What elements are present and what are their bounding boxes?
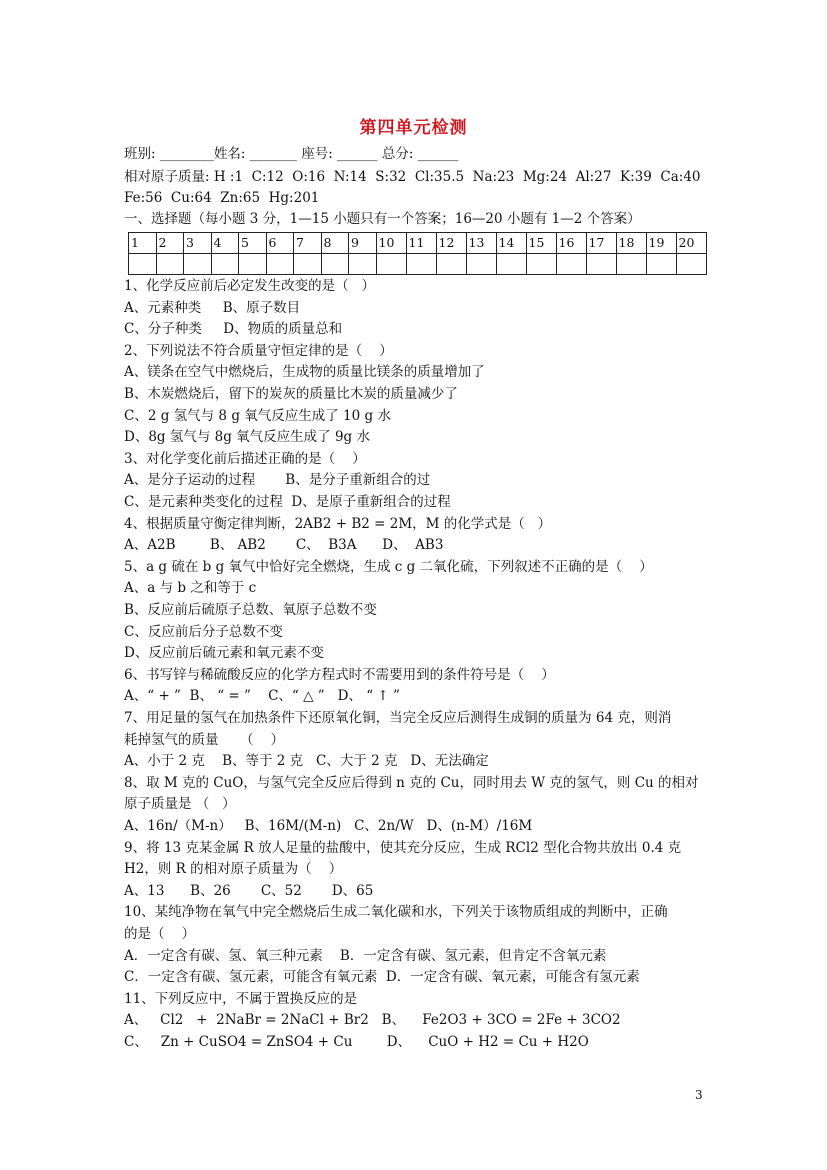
answer-blank-cell[interactable] bbox=[526, 254, 556, 275]
question-line: 4、根据质量守衡定律判断，2AB2 + B2 = 2M，M 的化学式是（ ） bbox=[124, 515, 552, 532]
question-line: A、 Cl2 + 2NaBr = 2NaCl + Br2 B、 Fe2O3 + 3CO = 2Fe + 3CO2 bbox=[124, 1012, 621, 1029]
atomic-mass-line-1: 相对原子质量: H :1 C:12 O:16 N:14 S:32 Cl:35.5 Na:23 Mg:24 Al:27 K:39 Ca:40 bbox=[124, 169, 701, 185]
question-line: 5、a g 硫在 b g 氧气中恰好完全燃烧，生成 c g 二氧化硫，下列叙述不正确的是（ ） bbox=[124, 558, 653, 575]
question-line: 1、化学反应前后必定发生改变的是（ ） bbox=[124, 278, 375, 294]
question-line: A、16n/（M-n） B、16M/(M-n) C、2n/W D、(n-M）/16M bbox=[124, 818, 533, 834]
answer-blank-cell[interactable] bbox=[466, 254, 496, 275]
question-line: D、反应前后硫元素和氧元素不变 bbox=[124, 645, 324, 662]
student-info-line: 班别: ________姓名: _______ 座号: ______ 总分: ______ bbox=[124, 146, 459, 162]
question-line: C、2 g 氢气与 8 g 氧气反应生成了 10 g 水 bbox=[124, 407, 391, 424]
question-line: A、a 与 b 之和等于 c bbox=[124, 580, 257, 597]
question-line: A、是分子运动的过程 B、是分子重新组合的过 bbox=[124, 472, 431, 489]
question-line: C、是元素种类变化的过程 D、是原子重新组合的过程 bbox=[124, 494, 451, 510]
question-line: D、8g 氢气与 8g 氧气反应生成了 9g 水 bbox=[124, 429, 370, 446]
answer-blank-cell[interactable] bbox=[294, 254, 322, 275]
answer-number-cell: 1 bbox=[129, 233, 157, 254]
answer-blank-cell[interactable] bbox=[239, 254, 267, 275]
question-line: 原子质量是 （ ） bbox=[124, 796, 236, 813]
answer-blank-cell[interactable] bbox=[211, 254, 239, 275]
question-line: 3、对化学变化前后描述正确的是（ ） bbox=[124, 450, 366, 467]
answer-number-cell: 17 bbox=[586, 233, 616, 254]
answer-blank-cell[interactable] bbox=[266, 254, 294, 275]
question-line: 11、下列反应中，不属于置换反应的是 bbox=[124, 990, 358, 1007]
answer-number-cell: 8 bbox=[321, 233, 349, 254]
question-line: C、 Zn + CuSO4 = ZnSO4 + Cu D、 CuO + H2 = Cu + H2O bbox=[124, 1034, 589, 1050]
answer-blank-cell[interactable] bbox=[586, 254, 616, 275]
answer-blank-cell[interactable] bbox=[156, 254, 184, 275]
question-line: C．一定含有碳、氢元素，可能含有氧元素 D．一定含有碳、氧元素，可能含有氢元素 bbox=[124, 969, 640, 986]
answer-number-cell: 10 bbox=[376, 233, 406, 254]
answer-number-cell: 19 bbox=[646, 233, 676, 254]
question-line: 的是（ ） bbox=[124, 926, 196, 942]
question-line: A、A2B B、 AB2 C、 B3A D、 AB3 bbox=[124, 537, 444, 554]
answer-number-cell: 12 bbox=[436, 233, 466, 254]
answer-number-cell: 7 bbox=[294, 233, 322, 254]
answer-number-cell: 18 bbox=[616, 233, 646, 254]
atomic-mass-line-2: Fe:56 Cu:64 Zn:65 Hg:201 bbox=[124, 190, 320, 206]
question-line: C、反应前后分子总数不变 bbox=[124, 623, 283, 640]
answer-blank-cell[interactable] bbox=[646, 254, 676, 275]
question-line: 8、取 M 克的 CuO，与氢气完全反应后得到 n 克的 Cu，同时用去 W 克的氢气，则 Cu 的相对 bbox=[124, 774, 699, 791]
answer-number-cell: 15 bbox=[526, 233, 556, 254]
question-line: A、小于 2 克 B、等于 2 克 C、大于 2 克 D、无法确定 bbox=[124, 753, 489, 770]
answer-blank-cell[interactable] bbox=[376, 254, 406, 275]
answer-number-cell: 13 bbox=[466, 233, 496, 254]
answer-blank-cell[interactable] bbox=[321, 254, 349, 275]
question-line: A、13 B、26 C、52 D、65 bbox=[124, 882, 374, 899]
answer-number-cell: 4 bbox=[211, 233, 239, 254]
question-line: 耗掉氢气的质量 （ ） bbox=[124, 731, 285, 748]
question-line: A、“ + ” B、 “ = ” C、“ △ ” D、 “ ↑ ” bbox=[124, 688, 400, 705]
answer-number-cell: 3 bbox=[184, 233, 212, 254]
answer-blank-cell[interactable] bbox=[436, 254, 466, 275]
answer-table-number-row bbox=[129, 233, 707, 254]
answer-blank-cell[interactable] bbox=[129, 254, 157, 275]
answer-number-cell: 2 bbox=[156, 233, 184, 254]
answer-number-cell: 6 bbox=[266, 233, 294, 254]
answer-number-cell: 20 bbox=[676, 233, 706, 254]
answer-blank-cell[interactable] bbox=[556, 254, 586, 275]
answer-number-cell: 9 bbox=[349, 233, 377, 254]
question-line: A、镁条在空气中燃烧后，生成物的质量比镁条的质量增加了 bbox=[124, 364, 485, 381]
answer-number-cell: 16 bbox=[556, 233, 586, 254]
answer-table bbox=[128, 232, 707, 275]
page-number: 3 bbox=[695, 1088, 703, 1102]
question-line: 7、用足量的氢气在加热条件下还原氧化铜，当完全反应后测得生成铜的质量为 64 克，则消 bbox=[124, 710, 672, 726]
answer-blank-cell[interactable] bbox=[496, 254, 526, 275]
page-title: 第四单元检测 bbox=[359, 118, 468, 138]
answer-number-cell: 11 bbox=[406, 233, 436, 254]
question-line: H2，则 R 的相对原子质量为（ ） bbox=[124, 861, 343, 878]
question-line: B、木炭燃烧后，留下的炭灰的质量比木炭的质量减少了 bbox=[124, 386, 458, 402]
answer-number-cell: 14 bbox=[496, 233, 526, 254]
answer-blank-cell[interactable] bbox=[676, 254, 706, 275]
question-line: B、反应前后硫原子总数、氧原子总数不变 bbox=[124, 602, 377, 618]
answer-blank-cell[interactable] bbox=[406, 254, 436, 275]
question-line: C、分子种类 D、物质的质量总和 bbox=[124, 321, 343, 338]
question-line: 10、某纯净物在氧气中完全燃烧后生成二氧化碳和水，下列关于该物质组成的判断中，正确 bbox=[124, 904, 668, 921]
question-line: A．一定含有碳、氢、氧三种元素 B．一定含有碳、氢元素，但肯定不含氧元素 bbox=[124, 947, 607, 964]
question-line: 9、将 13 克某金属 R 放人足量的盐酸中，使其充分反应，生成 RCl2 型化合物共放出 0.4 克 bbox=[124, 839, 682, 856]
answer-blank-cell[interactable] bbox=[616, 254, 646, 275]
question-line: A、元素种类 B、原子数目 bbox=[124, 299, 301, 316]
answer-blank-cell[interactable] bbox=[349, 254, 377, 275]
answer-table-blank-row bbox=[129, 254, 707, 275]
question-line: 2、下列说法不符合质量守恒定律的是（ ） bbox=[124, 342, 393, 359]
question-line: 6、书写锌与稀硫酸反应的化学方程式时不需要用到的条件符号是（ ） bbox=[124, 666, 555, 683]
section-heading: 一、选择题（每小题 3 分，1—15 小题只有一个答案；16—20 小题有 1—2 个答案） bbox=[124, 211, 641, 227]
answer-number-cell: 5 bbox=[239, 233, 267, 254]
answer-blank-cell[interactable] bbox=[184, 254, 212, 275]
